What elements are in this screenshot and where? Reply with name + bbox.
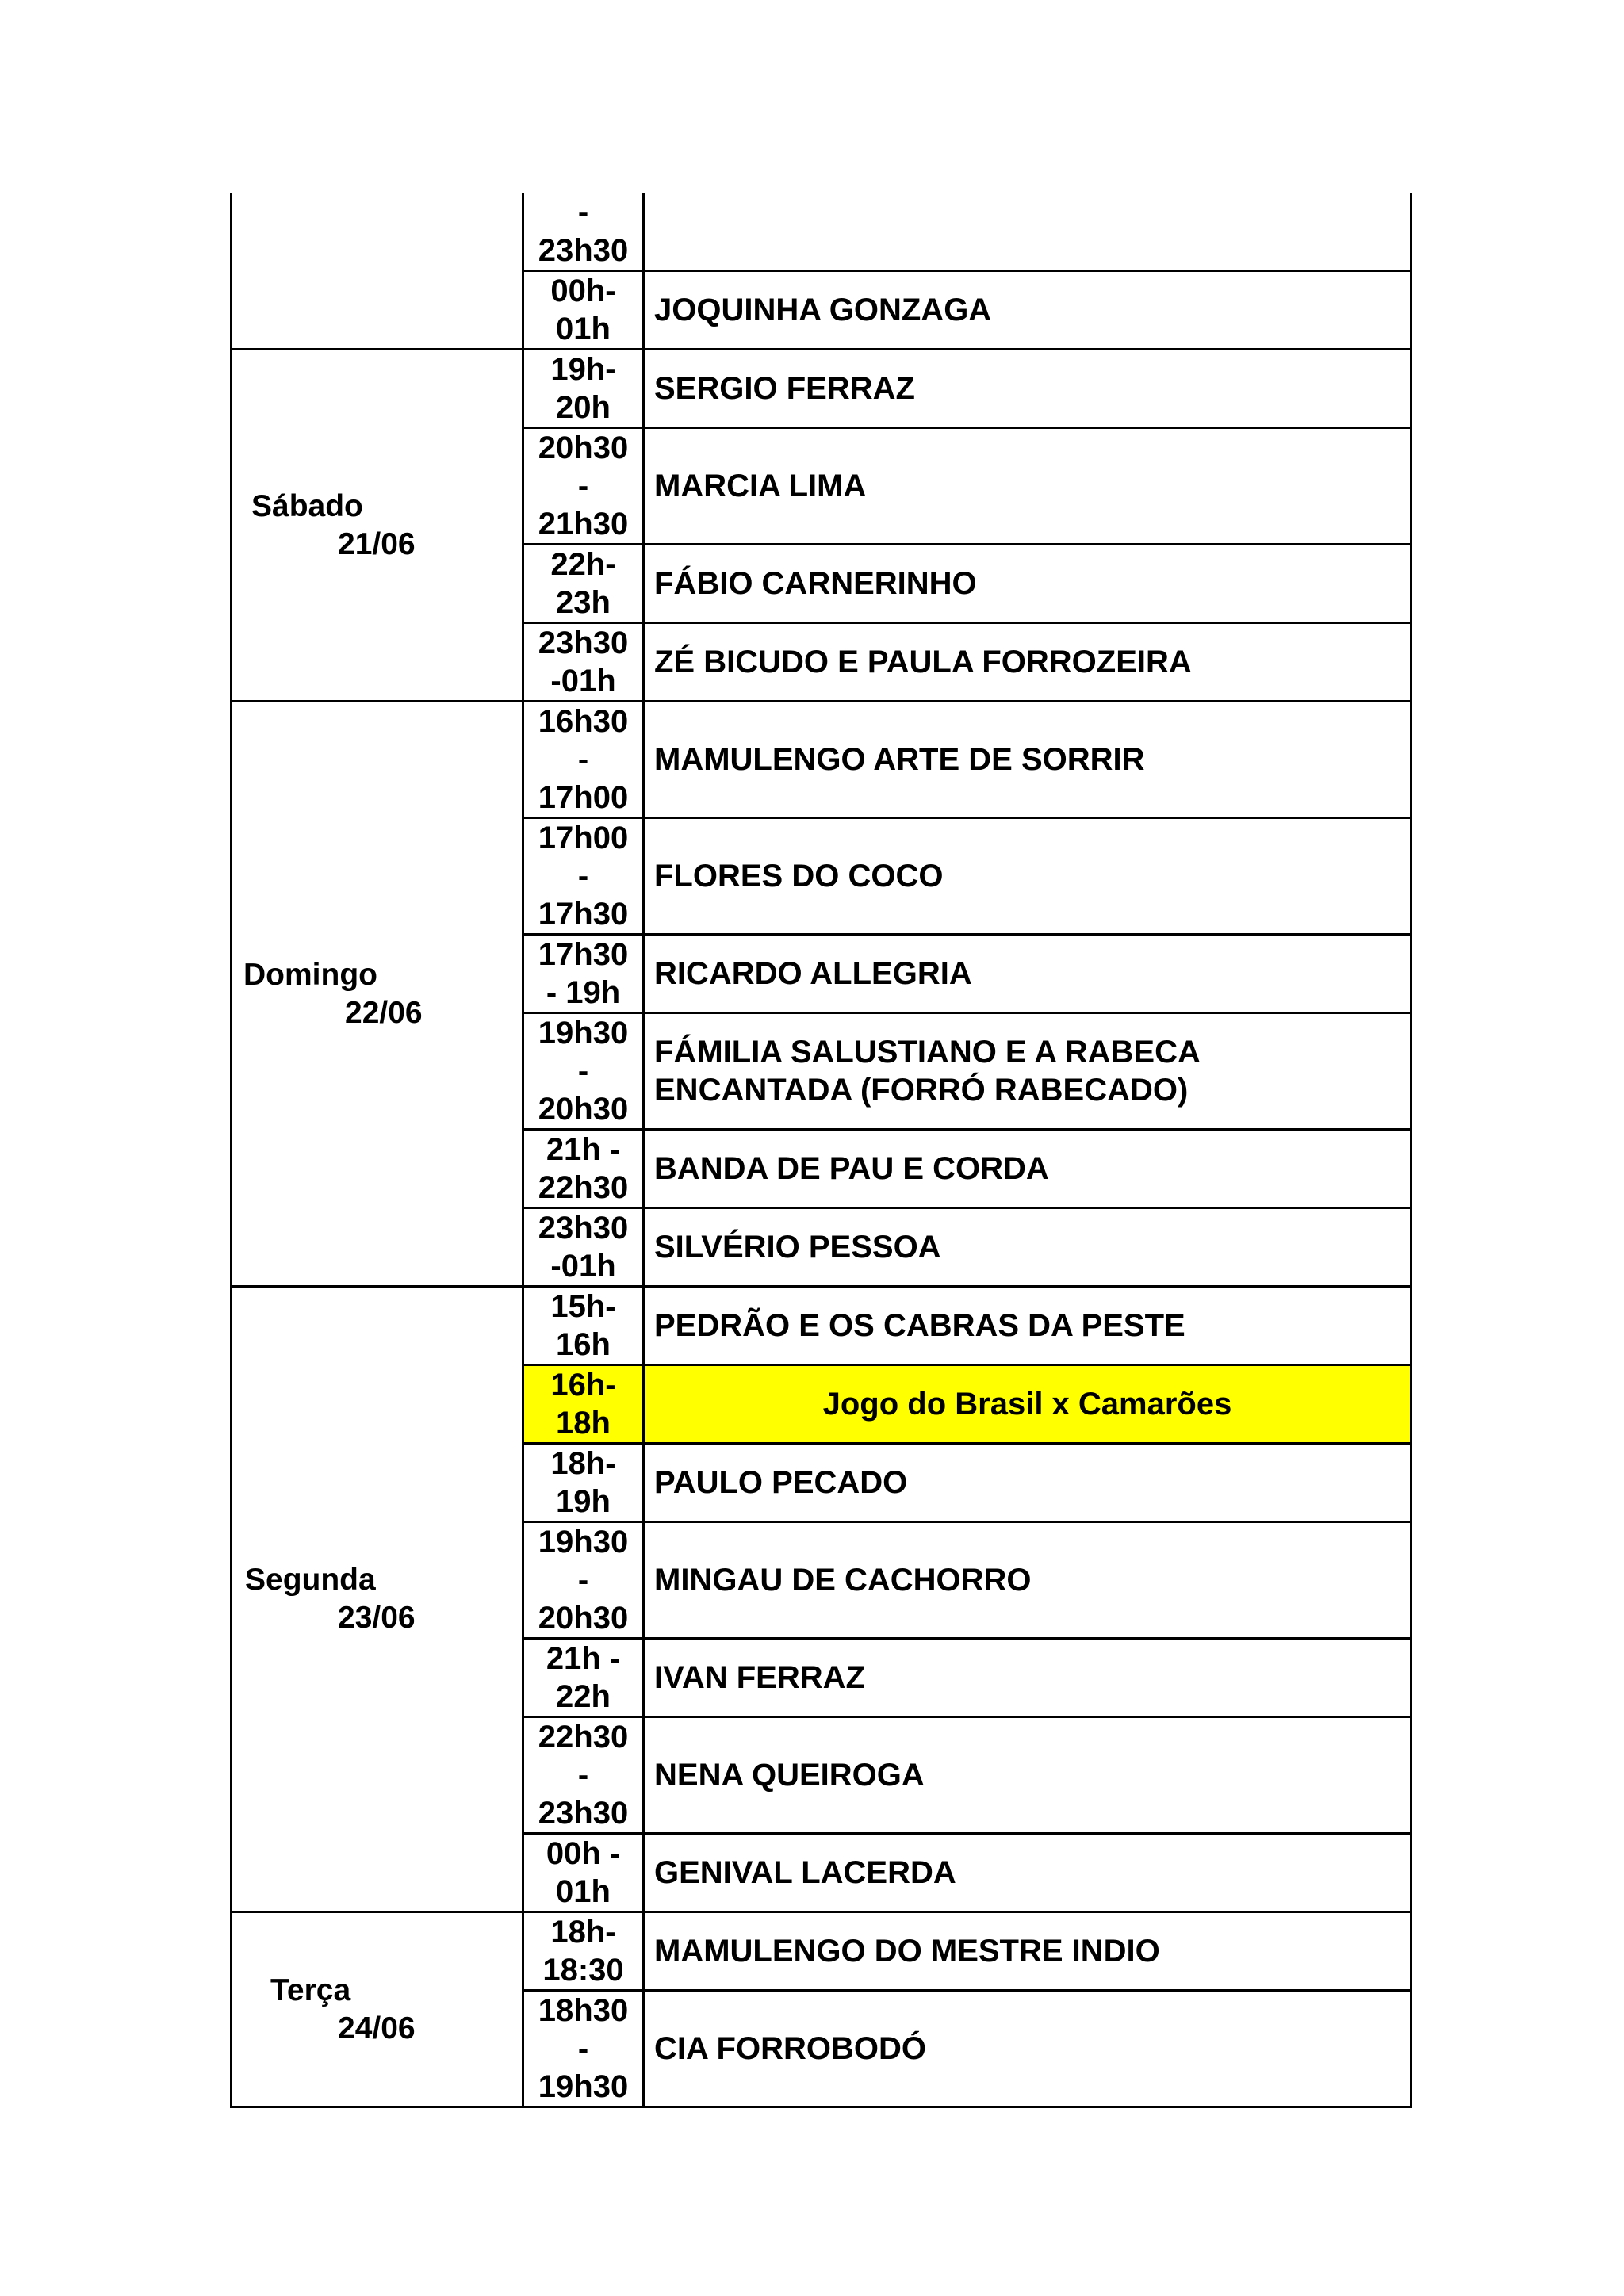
day-date: 21/06 (338, 526, 416, 561)
schedule-row (232, 193, 1411, 271)
performer-name: Jogo do Brasil x Camarões (822, 1387, 1232, 1422)
time-line: 19h30 (538, 2069, 629, 2104)
time-line: 20h30 (538, 1092, 629, 1127)
time-cell (523, 623, 644, 702)
time-line: 00h - (546, 1836, 621, 1871)
time-line: 18:30 (542, 1953, 624, 1988)
performer-name: SERGIO FERRAZ (654, 371, 915, 406)
time-cell (523, 1912, 644, 1991)
performer-cell (644, 1834, 1411, 1912)
time-cell (523, 350, 644, 428)
time-line: 20h30 (538, 1601, 629, 1636)
time-cell (523, 935, 644, 1013)
performer-name: BANDA DE PAU E CORDA (654, 1151, 1049, 1186)
performer-cell (644, 1522, 1411, 1639)
time-line: 18h30 (538, 1993, 629, 2028)
performer-cell (644, 935, 1411, 1013)
time-line: 16h30 (538, 704, 629, 739)
day-cell (232, 1287, 523, 1912)
performer-name: RICARDO ALLEGRIA (654, 956, 972, 991)
performer-cell (644, 818, 1411, 935)
day-date: 23/06 (338, 1601, 416, 1635)
time-line: 18h (556, 1406, 611, 1441)
time-line: 01h (556, 1874, 611, 1909)
performer-cell (644, 271, 1411, 350)
performer-cell (644, 1991, 1411, 2107)
time-line: 17h30 (538, 937, 629, 972)
schedule-body (232, 193, 1411, 2107)
time-line: - (577, 859, 589, 894)
time-line: 17h00 (538, 780, 629, 815)
time-line: 21h - (546, 1641, 621, 1676)
time-line: 23h30 (538, 1211, 629, 1246)
time-line: 19h (556, 1484, 611, 1519)
performer-cell (644, 623, 1411, 702)
highlight-event-cell (644, 1365, 1411, 1444)
performer-name: MARCIA LIMA (654, 469, 867, 503)
time-line: 00h- (550, 274, 616, 308)
time-line: 01h (556, 312, 611, 346)
performer-name: MINGAU DE CACHORRO (654, 1563, 1032, 1598)
performer-name: NENA QUEIROGA (654, 1758, 925, 1793)
performer-name: CIA FORROBODÓ (654, 2031, 926, 2066)
performer-cell (644, 1130, 1411, 1208)
time-line: - (577, 1563, 589, 1598)
day-cell (232, 1912, 523, 2107)
time-line: -01h (550, 664, 616, 698)
time-cell (523, 1365, 644, 1444)
performer-name: ZÉ BICUDO E PAULA FORROZEIRA (654, 645, 1192, 679)
time-line: 16h- (550, 1368, 616, 1402)
time-line: 22h (556, 1679, 611, 1714)
time-line: 17h00 (538, 821, 629, 855)
performer-name: MAMULENGO ARTE DE SORRIR (654, 742, 1145, 777)
day-cell (232, 193, 523, 350)
time-line: 21h - (546, 1132, 621, 1167)
day-name: Sábado (251, 488, 363, 523)
time-cell (523, 1991, 644, 2107)
performer-cell (644, 1444, 1411, 1522)
performer-name: FÁMILIA SALUSTIANO E A RABECA (654, 1035, 1201, 1070)
time-line: - (577, 742, 589, 777)
performer-cell (644, 1912, 1411, 1991)
performer-cell (644, 1287, 1411, 1365)
performer-name: GENIVAL LACERDA (654, 1855, 956, 1890)
day-cell (232, 350, 523, 702)
schedule-row (232, 350, 1411, 428)
time-line: 23h30 (538, 1796, 629, 1831)
time-line: 20h (556, 390, 611, 425)
time-line: - (577, 1054, 589, 1089)
performer-cell (644, 350, 1411, 428)
day-name: Segunda (245, 1563, 376, 1597)
day-name: Domingo (243, 957, 377, 992)
performer-cell (644, 702, 1411, 818)
performer-cell (644, 428, 1411, 545)
time-line: 19h- (550, 352, 616, 387)
schedule-row (232, 1287, 1411, 1365)
schedule-row (232, 1912, 1411, 1991)
time-line: 23h (556, 585, 611, 620)
time-line: - (577, 195, 589, 230)
time-line: 19h30 (538, 1016, 629, 1050)
time-cell (523, 428, 644, 545)
time-line: 21h30 (538, 507, 629, 541)
time-line: 23h30 (538, 626, 629, 660)
time-cell (523, 1834, 644, 1912)
performer-name: PEDRÃO E OS CABRAS DA PESTE (654, 1308, 1185, 1343)
time-line: 17h30 (538, 897, 629, 932)
performer-name: JOQUINHA GONZAGA (654, 293, 992, 327)
time-line: 19h30 (538, 1525, 629, 1559)
time-line: - (577, 469, 589, 503)
time-cell (523, 1208, 644, 1287)
performer-cell (644, 1208, 1411, 1287)
time-cell (523, 702, 644, 818)
performer-cell (644, 1717, 1411, 1834)
day-date: 22/06 (345, 995, 423, 1030)
time-cell (523, 1639, 644, 1717)
performer-name: FÁBIO CARNERINHO (654, 566, 977, 601)
time-cell (523, 1717, 644, 1834)
time-cell (523, 1013, 644, 1130)
time-line: 22h- (550, 547, 616, 582)
time-line: 16h (556, 1327, 611, 1362)
time-line: 20h30 (538, 430, 629, 465)
time-line: - (577, 2031, 589, 2066)
time-cell (523, 1287, 644, 1365)
time-line: - (577, 1758, 589, 1793)
day-name: Terça (270, 1973, 351, 2007)
time-cell (523, 271, 644, 350)
performer-name: FLORES DO COCO (654, 859, 944, 894)
performer-cell (644, 1013, 1411, 1130)
performer-name: MAMULENGO DO MESTRE INDIO (654, 1934, 1160, 1969)
festival-schedule-table (230, 193, 1412, 2108)
time-line: 18h- (550, 1915, 616, 1950)
performer-name: ENCANTADA (FORRÓ RABECADO) (654, 1073, 1189, 1108)
performer-name: IVAN FERRAZ (654, 1660, 865, 1695)
schedule-row (232, 702, 1411, 818)
day-cell (232, 702, 523, 1287)
performer-cell (644, 545, 1411, 623)
time-line: 15h- (550, 1289, 616, 1324)
performer-cell (644, 1639, 1411, 1717)
performer-cell (644, 193, 1411, 271)
time-line: 18h- (550, 1446, 616, 1481)
time-cell (523, 1444, 644, 1522)
time-cell (523, 193, 644, 271)
time-cell (523, 545, 644, 623)
time-cell (523, 818, 644, 935)
performer-name: PAULO PECADO (654, 1465, 908, 1500)
time-cell (523, 1130, 644, 1208)
day-date: 24/06 (338, 2011, 416, 2045)
time-line: 22h30 (538, 1170, 629, 1205)
time-line: 22h30 (538, 1720, 629, 1755)
time-line: -01h (550, 1249, 616, 1284)
time-line: 23h30 (538, 233, 629, 268)
time-line: - 19h (546, 975, 621, 1010)
time-cell (523, 1522, 644, 1639)
performer-name: SILVÉRIO PESSOA (654, 1230, 941, 1265)
